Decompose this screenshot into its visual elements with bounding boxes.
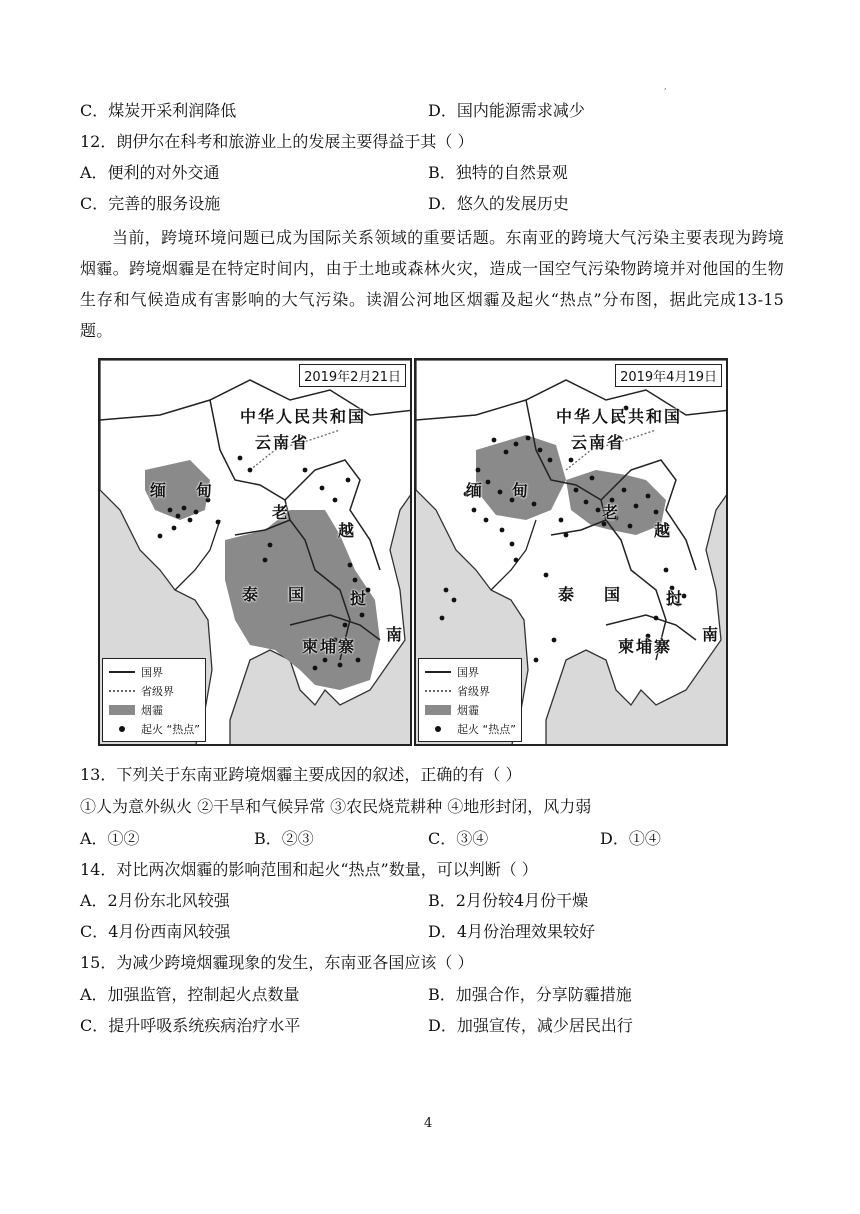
label-myanmar-2: 甸 — [512, 481, 531, 500]
map-feb — [98, 358, 412, 746]
label-myanmar-2: 甸 — [196, 481, 215, 500]
legend-fire: 起火 “热点” — [457, 722, 516, 736]
q13-option-d: D．①④ — [600, 829, 661, 848]
map-feb-date: 2019年2月21日 — [299, 364, 406, 387]
label-laos: 老 — [602, 503, 621, 522]
legend-haze: 烟霾 — [141, 703, 163, 717]
label-vietnam-2: 南 — [386, 625, 405, 644]
q12-option-c: C．完善的服务设施 — [80, 194, 221, 213]
legend-fire: 起火 “热点” — [141, 722, 200, 736]
q12-stem: 12．朗伊尔在科考和旅游业上的发展主要得益于其（ ） — [80, 132, 474, 151]
map-apr — [414, 358, 728, 746]
q13-stem: 13．下列关于东南亚跨境烟霾主要成因的叙述，正确的有（ ） — [80, 765, 522, 784]
legend-province: 省级界 — [141, 684, 174, 698]
q11-option-c: C．煤炭开采利润降低 — [80, 101, 237, 120]
legend-border: 国界 — [141, 665, 163, 679]
map-legend — [102, 658, 206, 742]
label-thailand-1: 泰 — [242, 585, 261, 604]
label-thailand-2: 国 — [288, 585, 307, 604]
label-myanmar-1: 缅 — [150, 481, 169, 500]
label-laos-2: 挝 — [666, 589, 685, 608]
q12-option-d: D．悠久的发展历史 — [428, 194, 569, 213]
label-vietnam-1: 越 — [338, 521, 357, 540]
q13-items: ①人为意外纵火 ②干旱和气候异常 ③农民烧荒耕种 ④地形封闭，风力弱 — [80, 797, 592, 816]
reading-passage — [80, 222, 784, 346]
q14-option-c: C．4月份西南风较强 — [80, 922, 231, 941]
q15-option-c: C．提升呼吸系统疾病治疗水平 — [80, 1016, 301, 1035]
q15-option-b: B．加强合作，分享防霾措施 — [428, 985, 632, 1004]
margin-mark: , — [664, 82, 667, 91]
q12-option-a: A．便利的对外交通 — [80, 163, 220, 182]
q14-option-d: D．4月份治理效果较好 — [428, 922, 596, 941]
label-yunnan: 云南省 — [571, 433, 626, 452]
q15-option-a: A．加强监管，控制起火点数量 — [80, 985, 300, 1004]
legend-border: 国界 — [457, 665, 479, 679]
label-yunnan: 云南省 — [255, 433, 310, 452]
label-laos: 老 — [272, 503, 291, 522]
q15-option-d: D．加强宣传，减少居民出行 — [428, 1016, 633, 1035]
q12-option-b: B．独特的自然景观 — [428, 163, 568, 182]
label-thailand-2: 国 — [604, 585, 623, 604]
label-laos-2: 挝 — [350, 589, 369, 608]
q15-stem: 15．为减少跨境烟霾现象的发生，东南亚各国应该（ ） — [80, 953, 474, 972]
q14-option-a: A．2月份东北风较强 — [80, 891, 230, 910]
label-myanmar-1: 缅 — [466, 481, 485, 500]
q13-option-c: C．③④ — [428, 829, 489, 848]
q14-option-b: B．2月份较4月份干燥 — [428, 891, 589, 910]
q13-option-a: A．①② — [80, 829, 140, 848]
haze-map-figure — [98, 358, 730, 750]
legend-haze: 烟霾 — [457, 703, 479, 717]
label-china: 中华人民共和国 — [240, 407, 367, 426]
q14-stem: 14．对比两次烟霾的影响范围和起火“热点”数量，可以判断（ ） — [80, 860, 538, 879]
page-number: 4 — [424, 1116, 433, 1131]
map-legend — [418, 658, 522, 742]
label-cambodia: 柬埔寨 — [618, 637, 673, 656]
q11-option-d: D．国内能源需求减少 — [428, 101, 585, 120]
label-vietnam-2: 南 — [702, 625, 721, 644]
label-vietnam-1: 越 — [654, 521, 673, 540]
passage-text: 当前，跨境环境问题已成为国际关系领域的重要话题。东南亚的跨境大气污染主要表现为跨境烟霾。跨境烟霾是在特定时间内，由于土地或森林火灾，造成一国空气污染物跨境并对他国的生物生存和气候造成有害影响的大气污染。读湄公河地区烟霾及起火“热点”分布图，据此完成13-15题。 — [80, 228, 784, 340]
label-cambodia: 柬埔寨 — [302, 637, 357, 656]
legend-province: 省级界 — [457, 684, 490, 698]
map-apr-date: 2019年4月19日 — [615, 364, 722, 387]
label-china: 中华人民共和国 — [556, 407, 683, 426]
label-thailand-1: 泰 — [558, 585, 577, 604]
q13-option-b: B．②③ — [254, 829, 314, 848]
